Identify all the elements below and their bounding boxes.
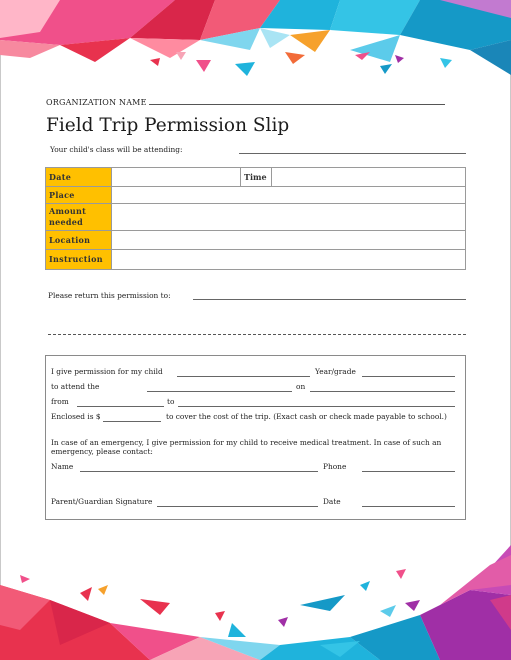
year-grade-line[interactable] [362, 376, 455, 377]
place-cell[interactable] [112, 187, 466, 204]
to-line[interactable] [178, 406, 455, 407]
cut-line-divider [48, 334, 466, 335]
to-label: to [167, 397, 175, 406]
phone-line[interactable] [362, 471, 455, 472]
return-permission-label: Please return this permission to: [48, 291, 171, 300]
table-row [46, 168, 466, 187]
date-cell[interactable] [112, 168, 241, 187]
return-permission-line[interactable] [193, 299, 466, 300]
amount-label-line2: needed [49, 217, 84, 227]
amount-needed-label [46, 204, 112, 231]
permission-child-label: I give permission for my child [51, 367, 163, 376]
table-row [46, 250, 466, 270]
organization-name-field [46, 96, 445, 107]
cover-cost-text: to cover the cost of the trip. (Exact cash or check made payable to school.) [166, 412, 447, 421]
organization-name-label: ORGANIZATION NAME [46, 98, 147, 107]
class-attending-line[interactable] [239, 153, 466, 154]
signature-date-line[interactable] [362, 506, 455, 507]
signature-line[interactable] [157, 506, 318, 507]
bottom-geometric-banner [0, 545, 511, 660]
permission-form-box [45, 355, 466, 520]
child-name-line[interactable] [177, 376, 310, 377]
on-label: on [296, 382, 306, 391]
location-cell[interactable] [112, 231, 466, 250]
trip-details-table [45, 167, 466, 270]
signature-date-label: Date [323, 497, 341, 506]
signature-label: Parent/Guardian Signature [51, 497, 153, 506]
class-attending-label: Your child's class will be attending: [50, 145, 183, 154]
from-line[interactable] [77, 406, 164, 407]
page-title: Field Trip Permission Slip [46, 115, 290, 136]
from-label: from [51, 397, 69, 406]
year-grade-label: Year/grade [315, 367, 356, 376]
phone-label: Phone [323, 462, 347, 471]
name-label: Name [51, 462, 74, 471]
attend-event-line[interactable] [147, 391, 292, 392]
enclosed-amount-line[interactable] [103, 421, 161, 422]
date-label: Date [46, 168, 112, 187]
enclosed-label: Enclosed is $ [51, 412, 101, 421]
contact-name-line[interactable] [80, 471, 318, 472]
attend-date-line[interactable] [310, 391, 455, 392]
top-geometric-banner [0, 0, 511, 90]
table-row [46, 204, 466, 231]
instruction-cell[interactable] [112, 250, 466, 270]
time-cell[interactable] [272, 168, 466, 187]
emergency-text: In case of an emergency, I give permission for my child to receive medical treatment. In case of such an emergency, please contact: [51, 438, 442, 456]
location-label: Location [46, 231, 112, 250]
time-label: Time [241, 168, 272, 187]
attend-label: to attend the [51, 382, 100, 391]
amount-label-line1: Amount [49, 206, 87, 216]
place-label: Place [46, 187, 112, 204]
table-row [46, 231, 466, 250]
organization-name-line[interactable] [149, 96, 445, 105]
instruction-label: Instruction [46, 250, 112, 270]
table-row [46, 187, 466, 204]
amount-needed-cell[interactable] [112, 204, 466, 231]
